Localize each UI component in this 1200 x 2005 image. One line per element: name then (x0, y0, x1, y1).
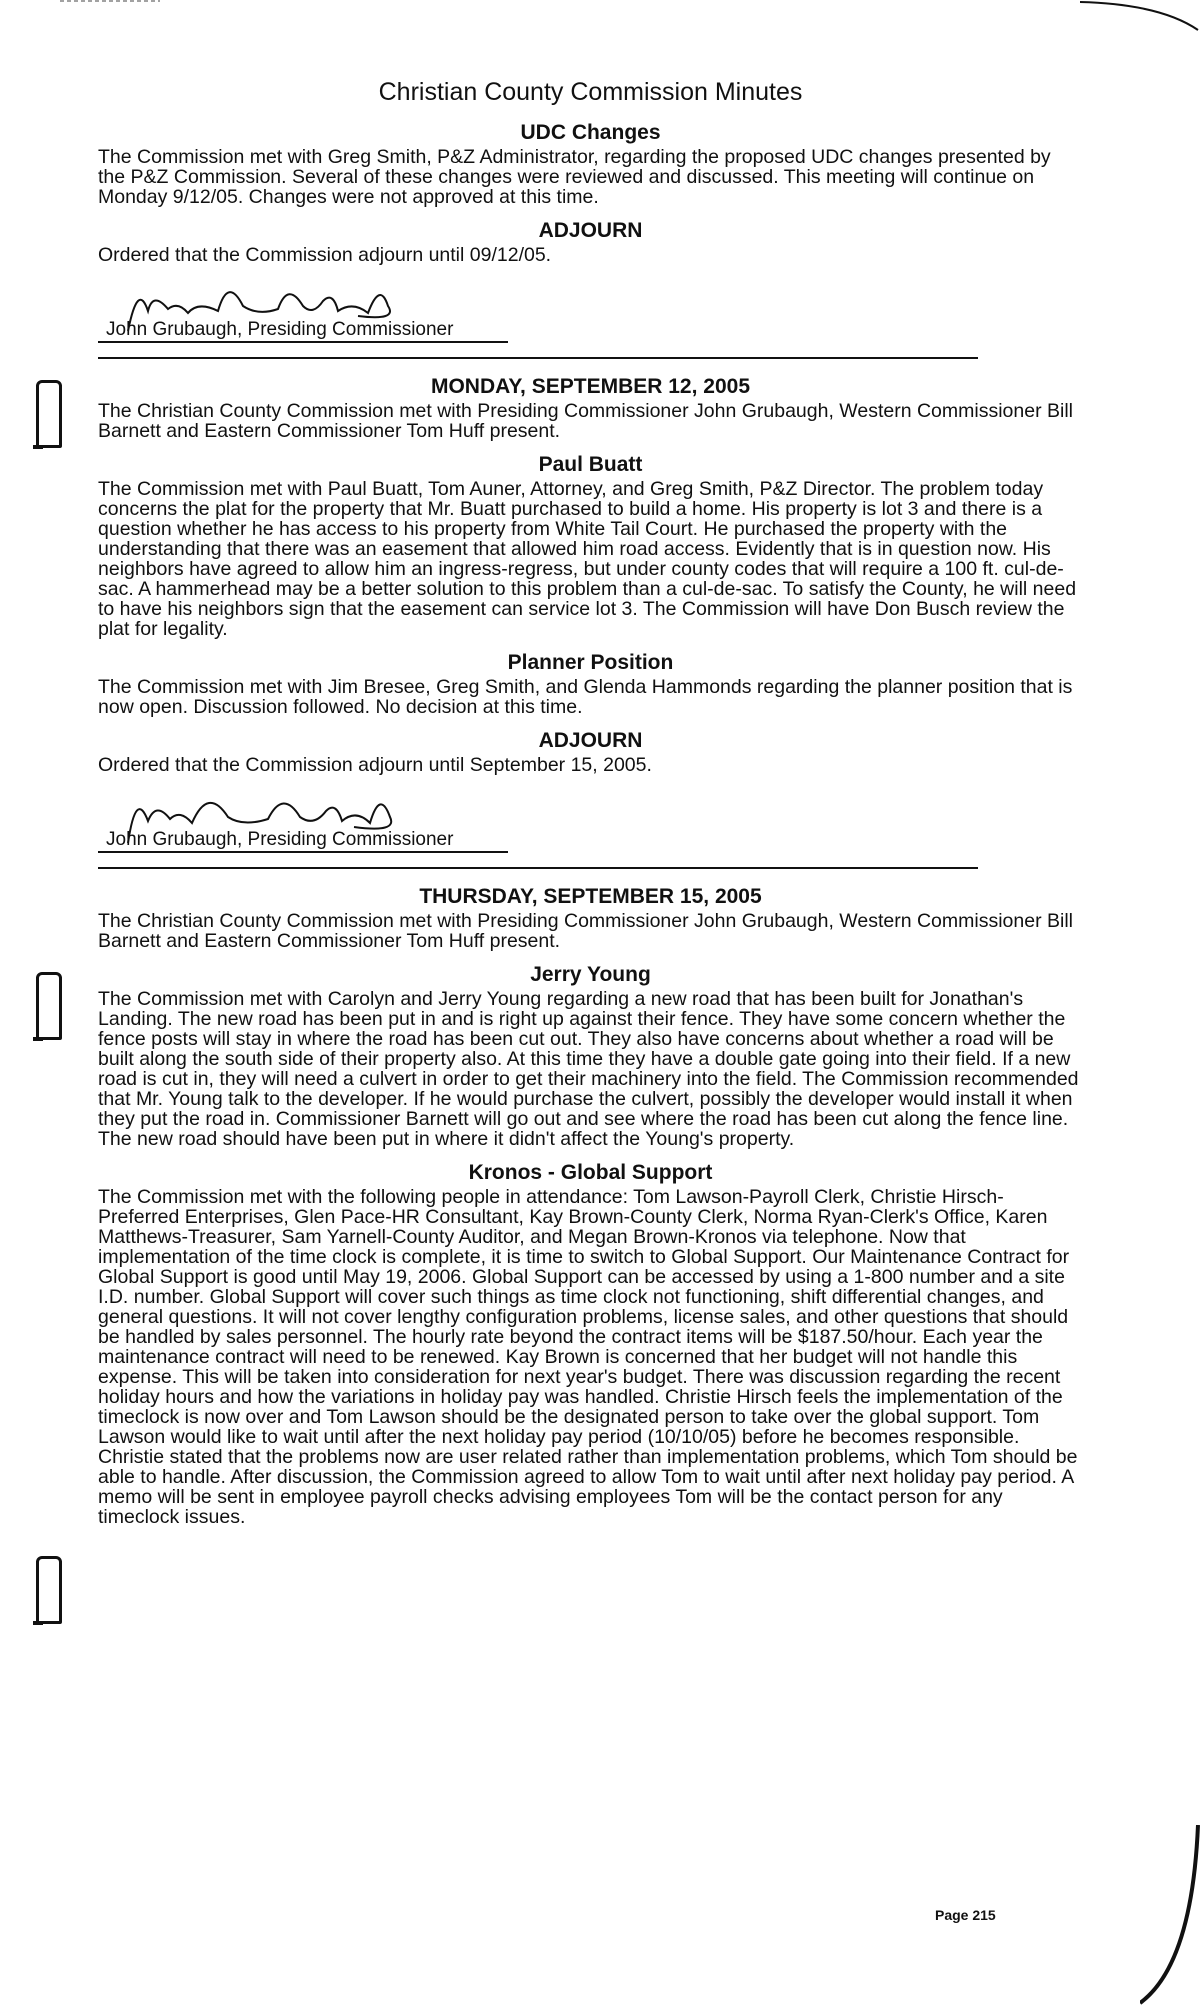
adjourn-text-2: Ordered that the Commission adjourn until September 15, 2005. (98, 754, 652, 776)
udc-changes-heading: UDC Changes (520, 121, 661, 144)
kronos-heading: Kronos - Global Support (468, 1161, 713, 1184)
attendance-text-2: The Christian County Commission met with Presiding Commissioner John Grubaugh, Western Commissioner Bill Barnett and Eastern Commissioner Tom Huff present. (98, 910, 1073, 952)
signature-line-2 (98, 851, 508, 853)
planner-position-text: The Commission met with Jim Bresee, Greg Smith, and Glenda Hammonds regarding the planner position that is now open. Discussion followed. No decision at this time. (98, 676, 1073, 718)
jerry-young-heading: Jerry Young (530, 963, 651, 986)
adjourn-heading-2: ADJOURN (538, 729, 643, 752)
document-title: Christian County Commission Minutes (378, 78, 803, 106)
scan-edge-top (0, 0, 1200, 3)
page-curl-bottom-right (1140, 1825, 1200, 2005)
signature-block-1 (98, 271, 1083, 349)
planner-position-heading: Planner Position (507, 651, 674, 674)
section-divider-2 (98, 867, 978, 869)
page-curl-top-right (1080, 0, 1200, 60)
signature-line-1 (98, 341, 508, 343)
minutes-page (98, 78, 1083, 1527)
meeting-date-2: THURSDAY, SEPTEMBER 15, 2005 (419, 885, 762, 908)
paul-buatt-heading: Paul Buatt (538, 453, 643, 476)
binder-hole-3 (36, 1556, 62, 1624)
adjourn-heading-1: ADJOURN (538, 219, 643, 242)
signature-block-2 (98, 781, 1083, 859)
paul-buatt-text: The Commission met with Paul Buatt, Tom Auner, Attorney, and Greg Smith, P&Z Director. The problem today concerns the plat for the property that Mr. Buatt purchased to build a home. His property is lot 3 and there is a question whether he has access to his property from White Tail Court. He purchased the property with the understanding that there was an easement that allowed him road access. Evidently that is in question now. His neighbors have agreed to allow him an ingress-regress, but under county codes that will require a 100 ft. cul-de-sac. A hammerhead may be a better solution to this problem than a cul-de-sac. To satisfy the County, he will need to have his neighbors sign that the easement can service lot 3. The Commission will have Don Busch review the plat for legality. (98, 478, 1077, 640)
binder-hole-2 (36, 972, 62, 1040)
attendance-text-1: The Christian County Commission met with Presiding Commissioner John Grubaugh, Western Commissioner Bill Barnett and Eastern Commissioner Tom Huff present. (98, 400, 1073, 442)
kronos-text: The Commission met with the following people in attendance: Tom Lawson-Payroll Clerk, Christie Hirsch-Preferred Enterprises, Glen Pace-HR Consultant, Kay Brown-County Clerk, Norma Ryan-Clerk's Office, Karen Matthews-Treasurer, Sam Yarnell-County Auditor, and Megan Brown-Kronos via telephone. Now that implementation of the time clock is complete, it is time to switch to Global Support. Our Maintenance Contract for Global Support is good until May 19, 2006. Global Support can be accessed by using a 1-800 number and a site I.D. number. Global Support will cover such things as time clock not functioning, shift differential changes, and general questions. It will not cover lengthy configuration problems, license sales, and other questions that should be handled by sales personnel. The hourly rate beyond the contract items will be $187.50/hour. Each year the maintenance contract will need to be renewed. Kay Brown is concerned that her budget will not handle this expense. This will be taken into consideration for next year's budget. There was discussion regarding the recent holiday hours and how the variations in holiday pay was handled. Christie Hirsch feels the implementation of the timeclock is now over and Tom Lawson should be the designated person to take over the global support. Tom Lawson would like to wait until after the next holiday pay period (10/10/05) before he becomes responsible. Christie stated that the problems now are user related rather than implementation problems, which Tom should be able to handle. After discussion, the Commission agreed to allow Tom to wait until after next holiday pay period. A memo will be sent in employee payroll checks advising employees Tom will be the contact person for any timeclock issues. (98, 1186, 1078, 1528)
page-number: Page 215 (935, 1907, 996, 1923)
binder-hole-1 (36, 380, 62, 448)
meeting-date-1: MONDAY, SEPTEMBER 12, 2005 (430, 375, 750, 398)
adjourn-text-1: Ordered that the Commission adjourn until 09/12/05. (98, 244, 552, 266)
udc-changes-text: The Commission met with Greg Smith, P&Z Administrator, regarding the proposed UDC changes presented by the P&Z Commission. Several of these changes were reviewed and discussed. This meeting will continue on Monday 9/12/05. Changes were not approved at this time. (98, 146, 1051, 208)
section-divider-1 (98, 357, 978, 359)
signatory-name-2: John Grubaugh, Presiding Commissioner (106, 829, 454, 850)
signatory-name-1: John Grubaugh, Presiding Commissioner (106, 319, 454, 340)
jerry-young-text: The Commission met with Carolyn and Jerry Young regarding a new road that has been built for Jonathan's Landing. The new road has been put in and is right up against their fence. They have some concern whether the fence posts will stay in where the road has been cut out. They also have concerns about whether a road will be built along the south side of their property also. At this time they have a double gate going into their field. If a new road is cut in, they will need a culvert in order to get their machinery into the field. The Commission recommended that Mr. Young talk to the developer. If he would purchase the culvert, possibly the developer would install it when they put the road in. Commissioner Barnett will go out and see where the road has been cut along the fence line. The new road should have been put in where it didn't affect the Young's property. (98, 988, 1079, 1150)
